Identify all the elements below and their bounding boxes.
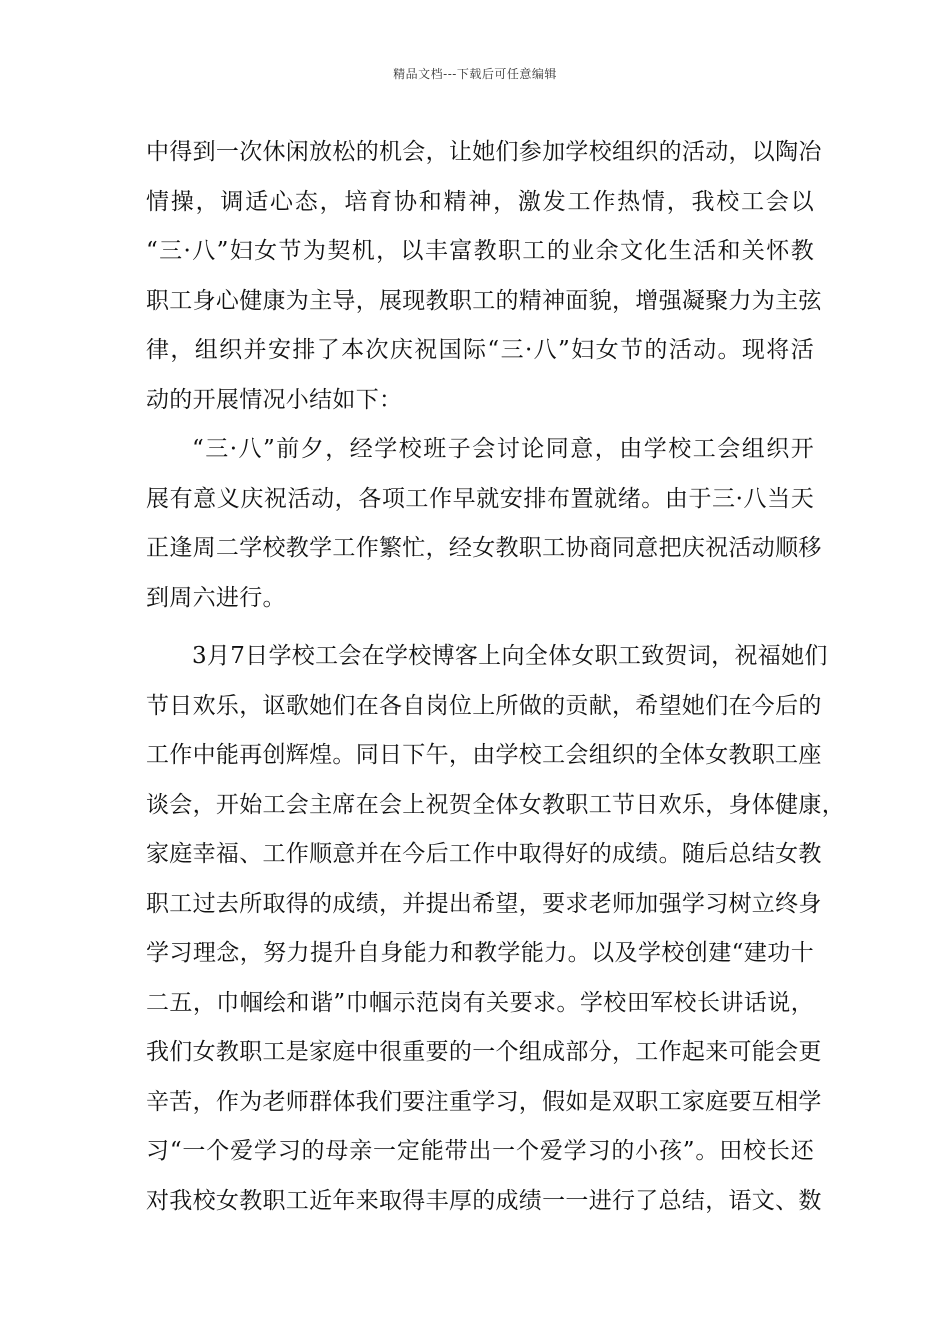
- text-line: 二五，巾帼绘和谐”巾帼示范岗有关要求。学校田军校长讲话说，: [146, 989, 814, 1016]
- text-line: “三·八”前夕，经学校班子会讨论同意，由学校工会组织开: [192, 436, 814, 462]
- text-line: 中得到一次休闲放松的机会，让她们参加学校组织的活动，以陶冶: [146, 139, 822, 165]
- text-line: 家庭幸福、工作顺意并在今后工作中取得好的成绩。随后总结女教: [146, 841, 822, 867]
- paragraph-intro: [146, 132, 822, 429]
- text-line: 对我校女教职工近年来取得丰厚的成绩一一进行了总结，语文、数: [146, 1187, 822, 1214]
- text-line: 节日欢乐，讴歌她们在各自岗位上所做的贡献，希望她们在今后的: [146, 692, 822, 719]
- text-line: 辛苦，作为老师群体我们要注重学习，假如是双职工家庭要互相学: [146, 1088, 822, 1115]
- text-line: 3月7日学校工会在学校博客上向全体女职工致贺词，祝福她们: [192, 643, 828, 669]
- text-line: “三·八”妇女节为契机，以丰富教职工的业余文化生活和关怀教: [146, 238, 814, 264]
- text-line: 到周六进行。: [146, 584, 286, 611]
- paragraph-preparation: [146, 429, 822, 627]
- text-line: 情操，调适心态，培育协和精神，激发工作热情，我校工会以: [146, 188, 814, 215]
- text-line: 谈会，开始工会主席在会上祝贺全体女教职工节日欢乐，身体健康，: [146, 791, 845, 818]
- paragraph-march-seventh: [146, 636, 845, 1230]
- paragraph-gap: [146, 627, 814, 636]
- text-line: 习“一个爱学习的母亲一定能带出一个爱学习的小孩”。田校长还: [146, 1138, 814, 1164]
- text-line: 展有意义庆祝活动，各项工作早就安排布置就绪。由于三·八当天: [146, 485, 814, 512]
- text-line: 动的开展情况小结如下：: [146, 386, 403, 413]
- text-line: 律，组织并安排了本次庆祝国际“三·八”妇女节的活动。现将活: [146, 337, 814, 363]
- text-line: 工作中能再创辉煌。同日下午，由学校工会组织的全体女教职工座: [146, 742, 822, 768]
- document-body: [146, 132, 845, 1230]
- text-line: 正逢周二学校教学工作繁忙，经女教职工协商同意把庆祝活动顺移: [146, 535, 822, 561]
- text-line: 学习理念，努力提升自身能力和教学能力。以及学校创建“建功十: [146, 940, 814, 966]
- text-line: 职工过去所取得的成绩，并提出希望，要求老师加强学习树立终身: [146, 890, 822, 917]
- page-header: 精品文档---下载后可任意编辑: [393, 67, 557, 81]
- text-line: 我们女教职工是家庭中很重要的一个组成部分，工作起来可能会更: [146, 1039, 822, 1065]
- text-line: 职工身心健康为主导，展现教职工的精神面貌，增强凝聚力为主弦: [146, 287, 822, 314]
